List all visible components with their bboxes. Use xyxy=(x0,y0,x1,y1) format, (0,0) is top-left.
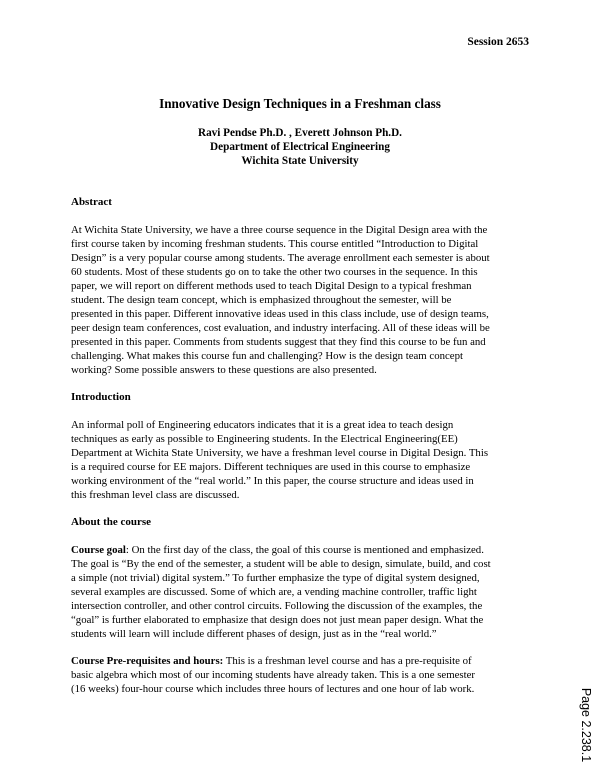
course-goal-line: students will learn will include different phases of design, just as in the “real world.” xyxy=(71,628,437,640)
course-goal-line: “goal” is further elaborated to emphasize that design does not just mean paper design. What the xyxy=(71,614,484,626)
course-goal-first-line-text: : On the first day of the class, the goal of this course is mentioned and emphasized. xyxy=(125,544,484,556)
abstract-heading: Abstract xyxy=(71,196,112,208)
prereqs-line: basic algebra which most of our incoming students have already taken. This is a one semester xyxy=(71,669,475,681)
abstract-line: challenging. What makes this course fun and challenging? How is the design team concept xyxy=(71,350,463,362)
course-goal-paragraph xyxy=(71,543,533,641)
abstract-line: 60 students. Most of these students go on to take the other two courses in the sequence. In this xyxy=(71,266,478,278)
introduction-line: techniques as early as possible to Engineering students. In the Electrical Engineering(EE) xyxy=(71,433,458,445)
prereqs-paragraph xyxy=(71,654,533,696)
introduction-heading: Introduction xyxy=(71,391,131,403)
introduction-paragraph xyxy=(71,418,533,502)
abstract-line: peer design team conferences, cost evaluation, and industry interfacing. All of these ideas will be xyxy=(71,322,490,334)
abstract-paragraph xyxy=(71,223,533,377)
prereqs-first-line xyxy=(71,654,533,668)
author-names: Ravi Pendse Ph.D. , Everett Johnson Ph.D. xyxy=(198,127,402,139)
introduction-line: An informal poll of Engineering educators indicates that it is a great idea to teach design xyxy=(71,419,454,431)
course-goal-label: Course goal xyxy=(71,544,126,556)
paper-title: Innovative Design Techniques in a Freshman class xyxy=(159,96,441,111)
author-university: Wichita State University xyxy=(241,155,359,167)
abstract-line: student. The design team concept, which is emphasized throughout the semester, will be xyxy=(71,294,452,306)
about-heading: About the course xyxy=(71,516,152,528)
abstract-line: presented in this paper. Different innovative ideas used in this class include, use of design teams, xyxy=(71,308,489,320)
page-stamp-text: Page 2.238.1 xyxy=(579,687,593,763)
abstract-line: Design” is a very popular course among students. The average enrollment each semester is about xyxy=(71,252,490,264)
prereqs-label: Course Pre-requisites and hours: xyxy=(71,655,224,667)
session-number: Session 2653 xyxy=(467,36,529,48)
introduction-line: is a required course for EE majors. Different techniques are used in this course to emphasize xyxy=(71,461,471,473)
introduction-line: this freshman level class are discussed. xyxy=(71,489,240,501)
author-block xyxy=(0,126,600,168)
prereqs-first-line-text: This is a freshman level course and has a pre-requisite of xyxy=(223,655,472,667)
course-goal-line: several examples are discussed. Some of which are, a vending machine controller, traffic light xyxy=(71,586,477,598)
introduction-line: Department at Wichita State University, we have a freshman level course in Digital Design. This xyxy=(71,447,489,459)
abstract-line: working? Some possible answers to these questions are also presented. xyxy=(71,364,377,376)
course-goal-first-line xyxy=(71,543,533,557)
page-stamp xyxy=(578,682,594,768)
course-goal-line: intersection controller, and other control circuits. Following the discussion of the examples, the xyxy=(71,600,483,612)
abstract-line: paper, we will report on different methods used to teach Digital Design to a typical freshman xyxy=(71,280,472,292)
course-goal-line: a simple (not trivial) digital system.” To further emphasize the type of digital system designed, xyxy=(71,572,480,584)
abstract-line: presented in this paper. Comments from students suggest that they find this course to be fun and xyxy=(71,336,486,348)
author-department: Department of Electrical Engineering xyxy=(210,141,390,153)
prereqs-line: (16 weeks) four-hour course which includes three hours of lectures and one hour of lab work. xyxy=(71,683,475,695)
abstract-line: At Wichita State University, we have a three course sequence in the Digital Design area with the xyxy=(71,224,488,236)
course-goal-line: The goal is “By the end of the semester, a student will be able to design, simulate, build, and cost xyxy=(71,558,491,570)
introduction-line: working environment of the “real world.” In this paper, the course structure and ideas used in xyxy=(71,475,474,487)
abstract-line: first course taken by incoming freshman students. This course entitled “Introduction to Digital xyxy=(71,238,479,250)
